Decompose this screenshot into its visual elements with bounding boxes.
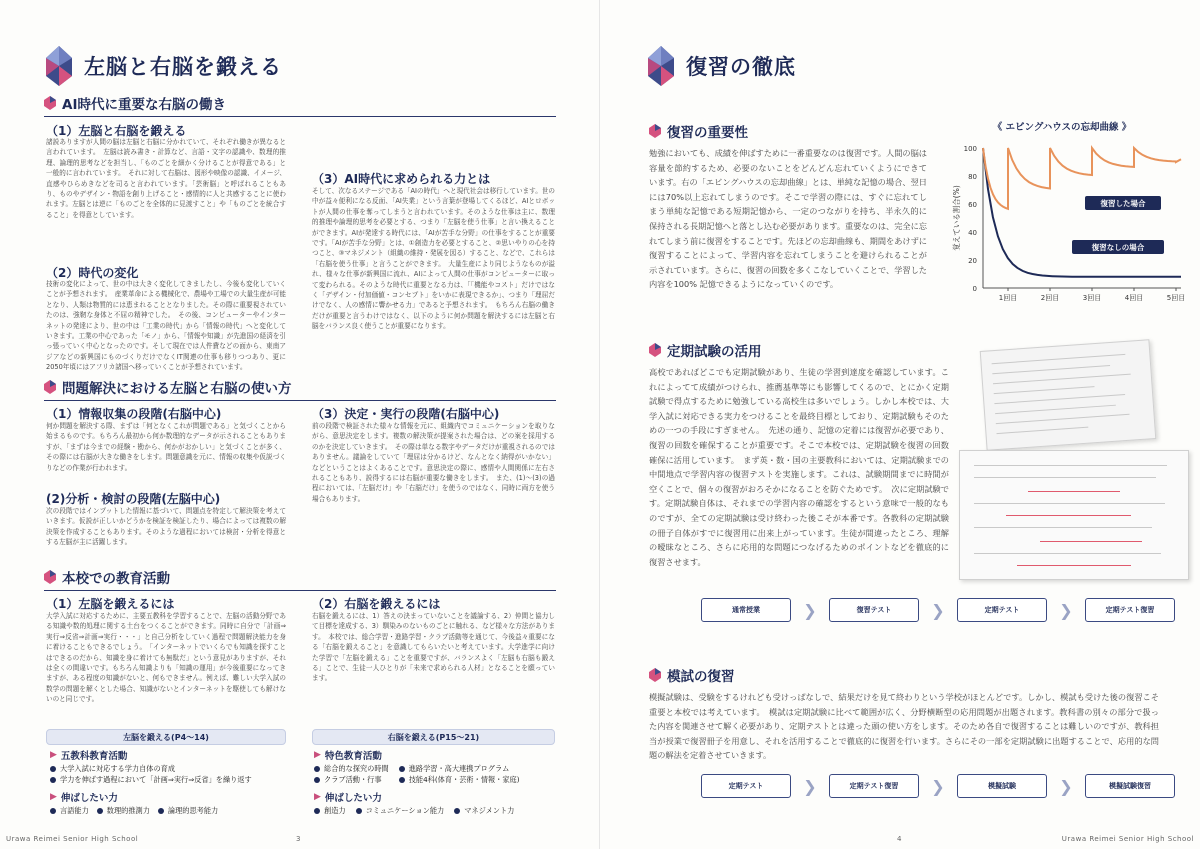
gem-icon: [44, 44, 74, 88]
y-tick-label: 40: [968, 229, 977, 237]
arrow-marker-icon: ▶: [314, 792, 321, 802]
tab-left-brain: 左脳を鍛える(P4〜14): [46, 729, 286, 745]
marked-answer-sheet-image: [959, 450, 1189, 580]
bullet-icon: [50, 777, 56, 783]
bullet-icon: [356, 808, 362, 814]
gem-bullet-icon: [649, 668, 661, 682]
gem-bullet-icon: [649, 343, 661, 357]
y-tick-label: 80: [968, 173, 977, 181]
activity-heading: ▶ 五教科教育活動: [50, 750, 128, 762]
activity-heading: ▶ 伸ばしたい力: [314, 792, 382, 804]
flow-step: 模擬試験復習: [1085, 774, 1175, 798]
sub-heading: （3）決定・実行の段階(右脳中心): [312, 407, 500, 421]
chevron-right-icon: ❯: [931, 600, 945, 620]
flow-step: 定期テスト復習: [829, 774, 919, 798]
gem-bullet-icon: [44, 570, 56, 584]
forgetting-curve-chart: [937, 116, 1187, 306]
list-item: 論理的思考能力: [158, 806, 218, 817]
paragraph: そして、次なるステージである「AIの時代」へと現代社会は移行しています。世の中が益々便利になる反面、「AI失業」という言葉が登場してくるほど、AIとロボットが人間の仕事を奪ってしまうと言われています。そのような仕事は主に、数理的推理や論理的思考を必要とする、つまり「左脳を使う仕事」と言い換えることができます。AIが発達する時代には、「AIが苦手な分野」の仕事をすることが重要です。「AIが苦手な分野」とは、①創造力を必要とすること、②思いやりの心を持つこと、③マネジメント（組織の維持・発展を図る）すること、などで、これらは「右脳を使う仕事」と言うことができます。 大量生産により同じようなものが溢れ、様々な仕事が新興国に流れ、AIによって人間の仕事がコンピューターに取って変わられる。そのような時代に重要となる力は、「「機能やコスト」だけではなく「デザイン・付加価値・コンセプト」をいかに表現できるか」、つまり「理屈だけでなく、人の感情に響かせる力」であると予想されます。 もちろん右脳の働きだけが重要と言うわけではなく、以下のように何か問題を解決するには左脳と右脳をバランス良く使うことが重要になります。: [312, 187, 555, 331]
chapter-heading-right: [646, 44, 796, 88]
flow-step: 復習テスト: [829, 598, 919, 622]
tab-right-brain: 右脳を鍛える(P15〜21): [312, 729, 555, 745]
list-item: 総合的な探究の時間: [314, 764, 389, 775]
x-tick-label: 1回目: [998, 294, 1018, 302]
arrow-marker-icon: ▶: [314, 750, 321, 760]
y-tick-label: 20: [968, 257, 977, 265]
bullet-icon: [314, 777, 320, 783]
section-heading: [44, 567, 556, 591]
y-tick-label: 60: [968, 201, 977, 209]
bullet-icon: [454, 808, 460, 814]
chevron-right-icon: ❯: [1059, 776, 1073, 796]
bullet-icon: [50, 808, 56, 814]
bullet-icon: [50, 766, 56, 772]
left-brain-activities: [50, 748, 286, 817]
footer-school-name: Urawa Reimei Senior High School: [6, 835, 139, 843]
chevron-right-icon: ❯: [1059, 600, 1073, 620]
section-heading: [649, 665, 949, 688]
paragraph: 技術の変化によって、世の中は大きく変化してきましたし、今後も変化していくことが予想されます。 産業革命による機械化で、農場や工場での大量生産が可能となり、人類は物質的には恵まれることとなりました。その際に重要視されていたのは、強靭な身体と不屈の精神でした。 その後、コンピューターやインターネットの発達により、世の中は「工業の時代」から「情報の時代」へと変化していきます。工業の中心であった「モノ」から、「情報や知識」が先進国の経済を引っ張っていく中心となったのです。そして現在では人件費などの面から、東南アジアなどの新興国にものづくりだけでなくIT関連の仕事も移りつつあり、更に2050年頃にはアフリカ諸国へ移っていくことが予想されています。: [46, 280, 287, 372]
sub-heading: （2）時代の変化: [46, 266, 139, 280]
paragraph: 何か問題を解決する際、まずは「何となくこれが問題である」と気づくことから始まるものです。もちろん最初から何か数理的なデータが示されることもありますが、「まずは今までの経験・勘から、何かがおかしい」と気づくことが多く、その際には右脳が大きな働きをします。問題意識を元に、情報の収集や仮説づくりなどの作業が行われます。: [46, 422, 286, 472]
bullet-icon: [399, 766, 405, 772]
flow-step: 通常授業: [701, 598, 791, 622]
series-label-review: 復習した場合: [1100, 199, 1146, 208]
x-tick-label: 3回目: [1082, 294, 1102, 302]
sub-heading: （2）右脳を鍛えるには: [312, 597, 441, 611]
gem-icon: [646, 44, 676, 88]
footer-school-name: Urawa Reimei Senior High School: [1061, 835, 1194, 843]
list-item: 創造力: [314, 806, 346, 817]
chapter-title: 復習の徹底: [686, 55, 796, 79]
section-title: 問題解決における左脳と右脳の使い方: [62, 381, 292, 397]
section-title: 模試の復習: [667, 669, 735, 685]
page-number: 4: [897, 835, 902, 843]
right-page: [601, 0, 1200, 849]
x-tick-label: 4回目: [1124, 294, 1144, 302]
right-brain-activities: [314, 748, 557, 817]
series-label-no-review: 復習なしの場合: [1091, 243, 1145, 252]
mock-flow: [701, 774, 1175, 798]
section-title: 本校での教育活動: [62, 571, 170, 587]
exam-booklet-image: [980, 339, 1157, 451]
exam-flow: [701, 598, 1175, 622]
x-tick-label: 5回目: [1166, 294, 1186, 302]
paragraph: 大学入試に対応するために、主要五教科を学習することで、左脳の活動分野である知識や数的処理に関する土台をつくることができます。同時に自分で「計画⇒実行⇒反省⇒計画⇒実行・・・」と自己分析をしていく過程で問題解決能力を身に着けることもできるでしょう。 「インターネットでいくらでも知識を探すことはできるのだから、知識を身に着けても無駄だ」という意見がありますが、それは全くの間違いです。もちろん知識よりも「知識の運用」が今後重要になってきますが、ある程度の知識がないと、何もできません。例えば、難しい大学入試の数学の問題を解くとした場合、知識がないとインターネットを駆使しても解けないのと同じです。: [46, 612, 286, 704]
bullet-icon: [158, 808, 164, 814]
bullet-icon: [97, 808, 103, 814]
arrow-marker-icon: ▶: [50, 750, 57, 760]
chapter-title: 左脳と右脳を鍛える: [84, 55, 282, 79]
sub-heading: （1）情報収集の段階(右脳中心): [46, 407, 222, 421]
chart-svg: [937, 116, 1187, 306]
section-heading: [44, 377, 556, 401]
section-title: AI時代に重要な右脳の働き: [62, 97, 226, 113]
paragraph: 前の段階で検証された様々な情報を元に、組織内でコミュニケーションを取りながら、意思決定をします。複数の解決策が提案された場合は、どの案を採用するのかを決定していきます。 その際は単なる数字やデータだけが重視されるのではありません。議論をしていて「理屈は分かるけど、なんとなく納得がいかない」などということはよくあることです。意思決定の際に、感情や人間関係に左右されることもあり、説得するには右脳が重要な働きをします。 また、(1)〜(3)の過程においては、「左脳だけ」や「右脳だけ」を使うのではなく、同時に両方を使う場合もあります。: [312, 422, 555, 503]
activity-heading: ▶ 特色教育活動: [314, 750, 382, 762]
x-tick-label: 2回目: [1040, 294, 1060, 302]
gem-bullet-icon: [649, 124, 661, 138]
chart-title: 《 エビングハウスの忘却曲線 》: [992, 122, 1132, 133]
chapter-heading-left: [44, 44, 282, 88]
section-heading: [649, 121, 949, 144]
list-item: コミュニケーション能力: [356, 806, 445, 817]
bullet-icon: [314, 766, 320, 772]
arrow-marker-icon: ▶: [50, 792, 57, 802]
flow-step: 定期テスト: [701, 774, 791, 798]
sub-heading: （3）AI時代に求められる力とは: [312, 172, 491, 186]
list-item: 数理的推測力: [97, 806, 150, 817]
sub-heading: (2)分析・検討の段階(左脳中心): [46, 492, 221, 506]
y-axis-label: 覚えている割合(%): [952, 185, 961, 251]
paragraph: 高校であればどこでも定期試験があり、生徒の学習到達度を確認しています。これによってて成績がつけられ、推薦基準等にも影響してくるので、とにかく定期試験で得点するために勉強している高校生は多いでしょう。しかし本校では、大学入試に対応できる実力をつけることを最終目標としており、定期試験もそのための一つの手段にすぎません。 先述の通り、記憶の定着には復習が必要であり、復習の回数を確保することが重要です。そこで本校では、定期試験を復習の回数確保に活用しています。 まず英・数・国の主要教科においては、定期試験までの中間地点で学習内容の復習テストを実施します。これは、試験期間までに時間が空くことで、個々の復習がおろそかになることを防ぐためです。 次に定期試験です。定期試験自体は、それまでの学習内容の確認をするという意味で一般的なものですが、全ての定期試験は受け終わった後こそが本番です。各教科の定期試験の冊子自体がすでに復習用に出来上がっています。生徒が間違ったところ、理解の曖昧なところ、さらに応用的な問題につなげるためのポイントなどを徹底的に復習させます。: [649, 367, 949, 567]
chevron-right-icon: ❯: [803, 776, 817, 796]
list-item: 学力を伸ばす過程において「計画⇒実行⇒反省」を繰り返す: [50, 775, 286, 786]
flow-step: 模擬試験: [957, 774, 1047, 798]
flow-step: 定期テスト復習: [1085, 598, 1175, 622]
page-number: 3: [296, 835, 301, 843]
y-tick-label: 0: [972, 285, 977, 293]
flow-step: 定期テスト: [957, 598, 1047, 622]
section-heading: [44, 93, 556, 117]
paragraph: 右脳を鍛えるには、1）答えの決まっていないことを議論する、2）仲間と協力して目標を達成する、3）馴染みのないものごとに触れる、など様々な方法があります。 本校では、総合学習・進路学習・クラブ活動等を通じて、今後益々重要になる「右脳を鍛えること」を意識してもらいたいと考えています。大学進学に向けた学習で「左脳を鍛える」ことを重要ですが、バランスよく「左脳も右脳も鍛える」ことで、生徒一人ひとりが「未来で求められる人材」となることを願っています。: [312, 612, 555, 683]
sub-heading: （1）左脳と右脳を鍛える: [46, 124, 187, 138]
sub-heading: （1）左脳を鍛えるには: [46, 597, 175, 611]
activity-heading: ▶ 伸ばしたい力: [50, 792, 118, 804]
list-item: 技能4科(体育・芸術・情報・家庭): [399, 775, 520, 786]
list-item: 大学入試に対応する学力自体の育成: [50, 764, 286, 775]
section-heading: [649, 340, 949, 363]
bullet-icon: [399, 777, 405, 783]
chevron-right-icon: ❯: [803, 600, 817, 620]
paragraph: 諸説ありますが人間の脳は左脳と右脳に分かれていて、それぞれ働きが異なると言われています。 左脳は読み書き・計算など、言語・文字の認識や、数理的推理、論理的思考などを担当し、「ものごとを細かく分けることが得意である」と一般的に言われています。 それに対して右脳は、図形や映像の認識、イメージ、直感やひらめきなどを司ると言われています。「芸術脳」と呼ばれることもあり、ものやデザイン・物語を創り上げること・感情的に人と共感することに使われます。左脳とは逆に「ものごとを全体的に見渡すこと」や「ものごとを統合すること」を得意としています。: [46, 138, 286, 219]
no-review-curve: [983, 148, 1181, 277]
gem-bullet-icon: [44, 96, 56, 110]
paragraph: 勉強においても、成績を伸ばすために一番重要なのは復習です。人間の脳は容量を節約するため、必要のないことをどんどん忘れていくようにできています。右の「エビングハウスの忘却曲線」とは、単純な記憶の場合、翌日には70%以上忘れてしまうのです。そこで学習の際には、すぐに忘れてしまう単純な記憶である短期記憶から、一定のつながりを持ち、半永久的に保持される長期記憶へと落とし込む必要があります。重要なのは、完全に忘れてしまう前に復習をすることです。先ほどの忘却曲線も、期間をあけずに復習することによって、学習内容を忘れてしまうことを避けられることが示されています。さらに、復習の回数を多くこなしていくことで、学習した内容を100% 記憶できるようになっていくのです。: [649, 148, 927, 290]
gem-bullet-icon: [44, 380, 56, 394]
list-item: 進路学習・高大連携プログラム: [399, 764, 520, 775]
bullet-icon: [314, 808, 320, 814]
list-item: 言語能力: [50, 806, 89, 817]
list-item: マネジメント力: [454, 806, 514, 817]
paragraph: 模擬試験は、受験をするけれども受けっぱなしで、結果だけを見て終わりという学校がほとんどです。しかし、模試も受けた後の復習こそ重要と本校では考えています。 模試は定期試験に比べて範囲が広く、分野横断型の応用問題が出題されます。教科書の別々の部分で扱った内容を関連させて解く必要があり、定期テストとは違った頭の使い方をします。そのため各自で復習することは難しいのですが、教科担当が授業で復習冊子を用意し、それを活用することで徹底的に復習を行います。さらにその一部を定期試験に出題することで、応用的な問題の解法を定着させていきます。: [649, 692, 1159, 761]
list-item: クラブ活動・行事: [314, 775, 389, 786]
section-title: 定期試験の活用: [667, 344, 762, 360]
section-title: 復習の重要性: [667, 125, 748, 141]
y-tick-label: 100: [963, 145, 977, 153]
paragraph: 次の段階ではインプットした情報に基づいて、問題点を特定して解決策を考えていきます。仮説が正しいかどうかを検証を検証したり、場合によっては複数の解決策を作成することもあります。そのような過程においては検討・分析を得意とする左脳が主に活躍します。: [46, 507, 286, 547]
chevron-right-icon: ❯: [931, 776, 945, 796]
